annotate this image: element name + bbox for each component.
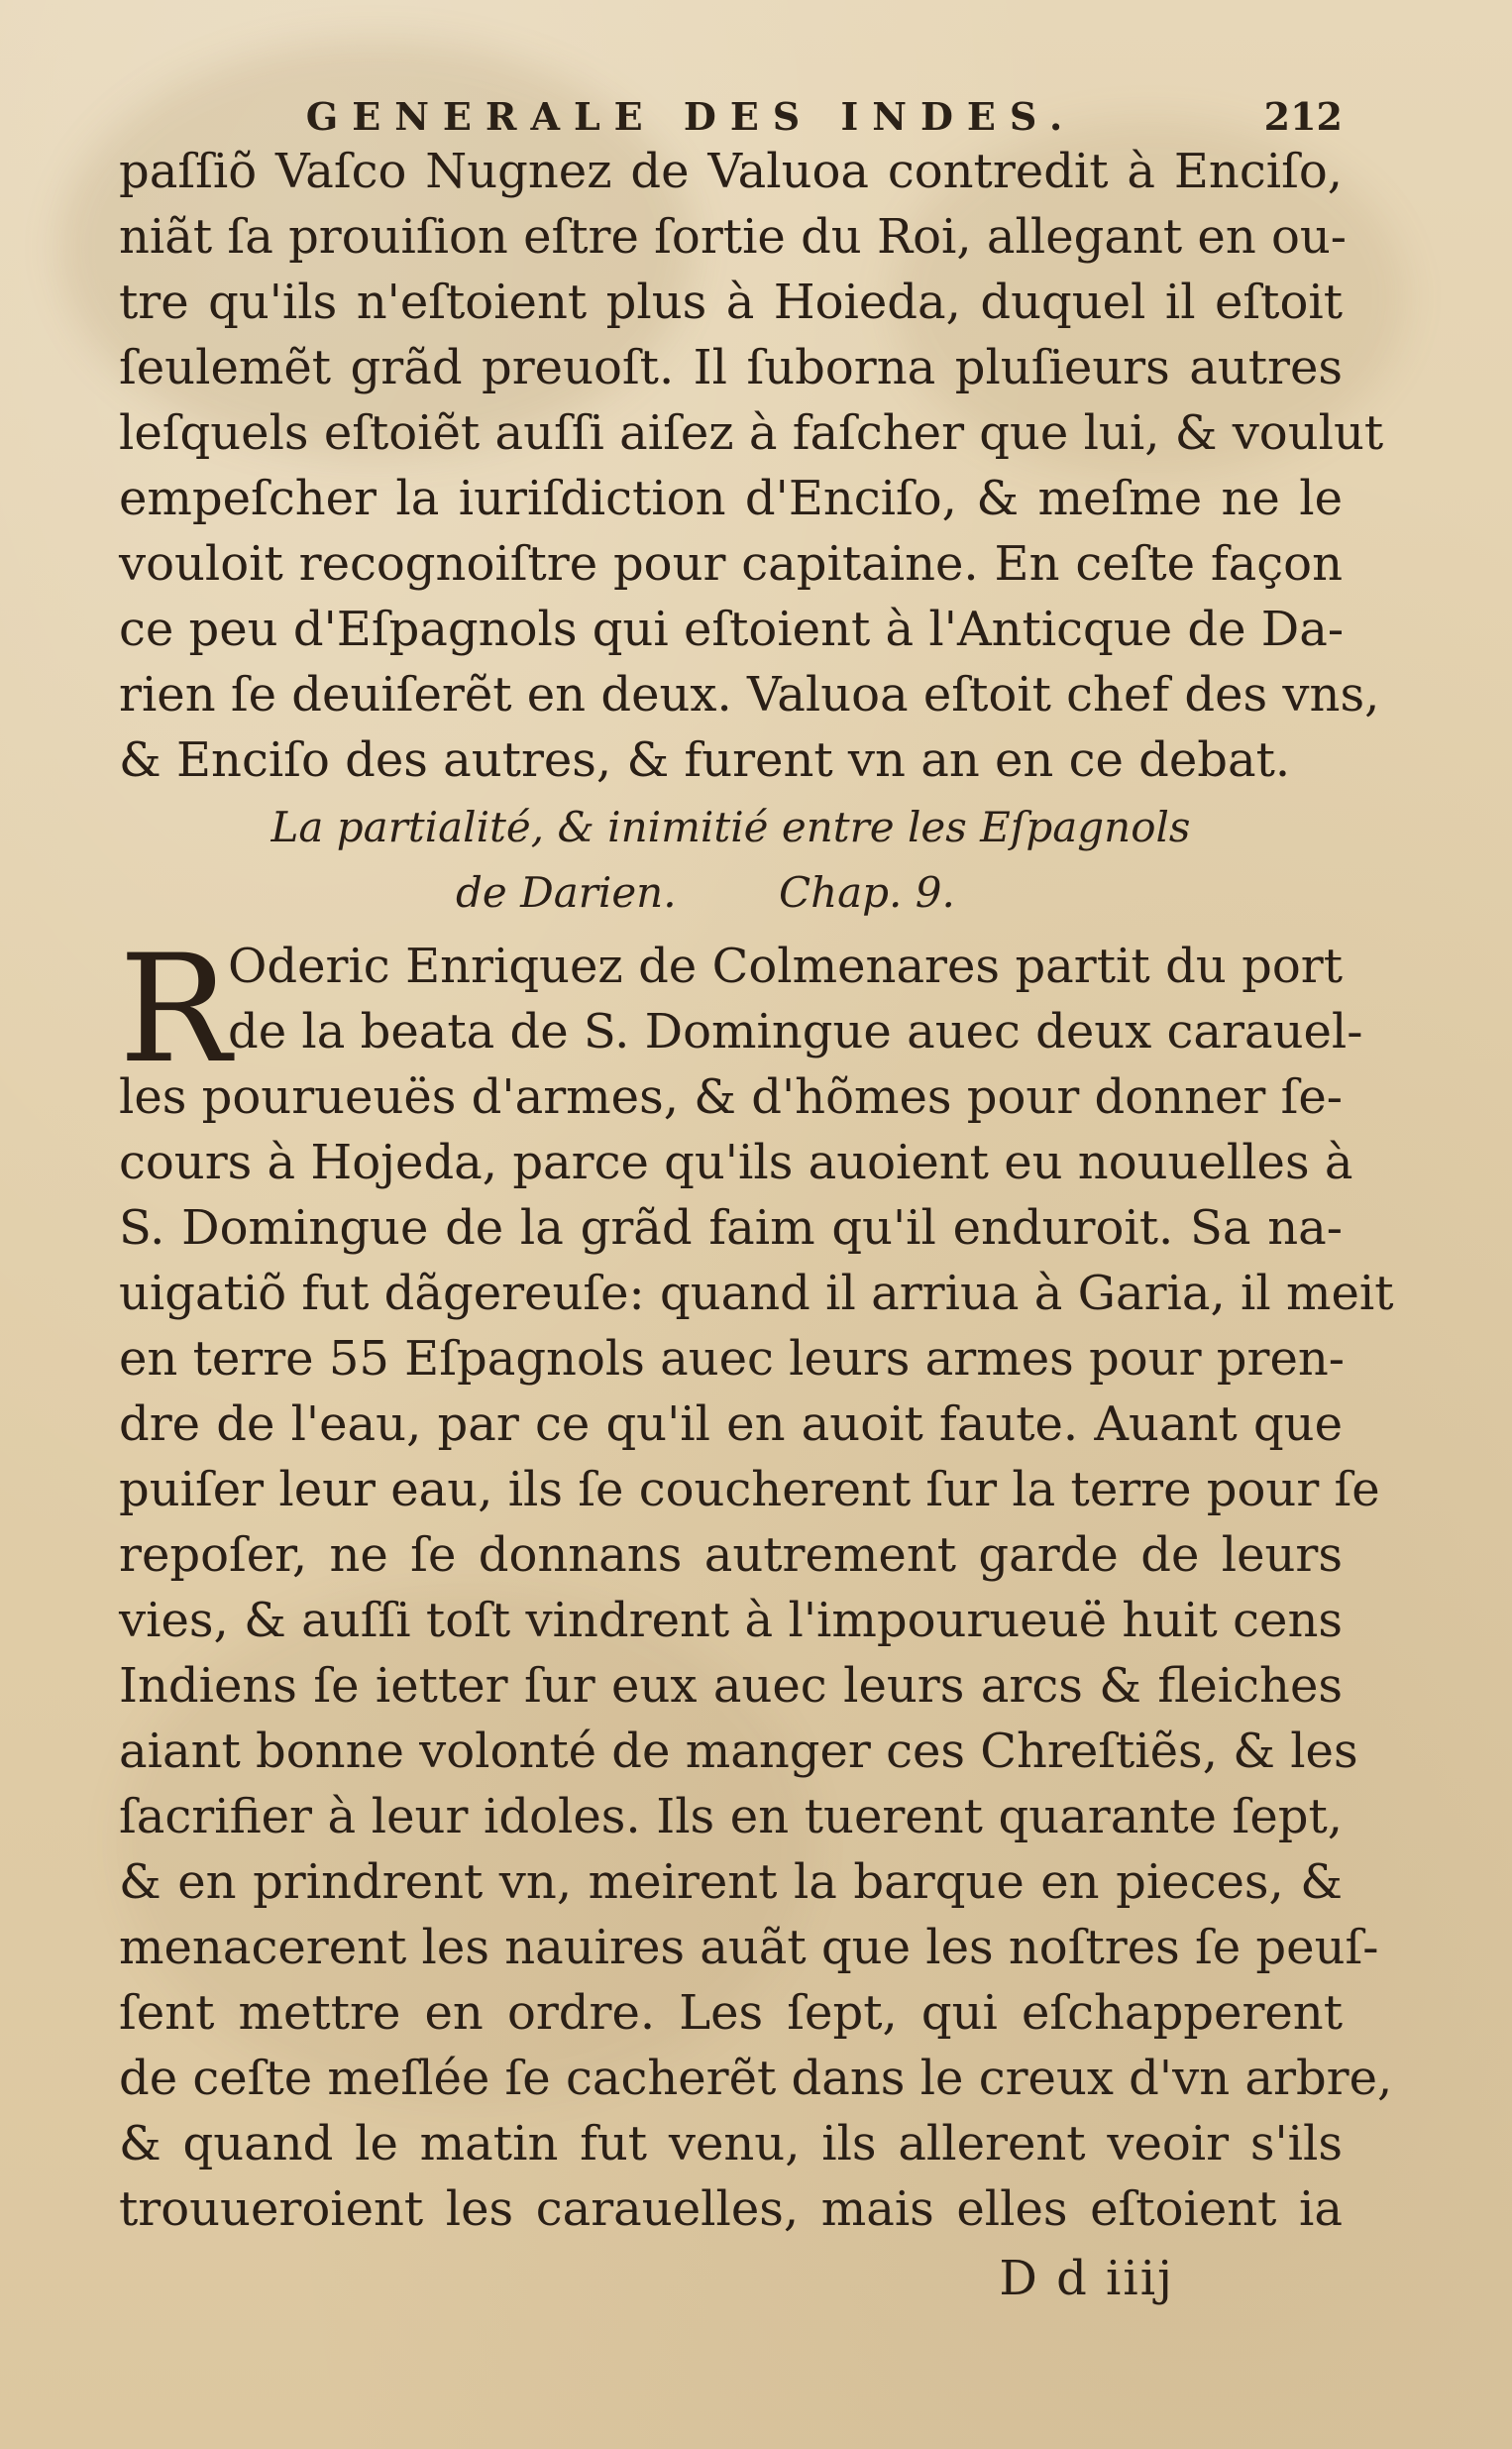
text-line: vies, & auſſi toſt vindrent à l'impourueuë huit cens bbox=[119, 1593, 1343, 1648]
text-line: en terre 55 Eſpagnols auec leurs armes pour pren- bbox=[119, 1331, 1346, 1387]
drop-cap-initial: R bbox=[119, 924, 231, 1096]
text-line: paſſiõ Vaſco Nugnez de Valuoa contredit à Enciſo, bbox=[119, 144, 1343, 199]
text-line: cours à Hojeda, parce qu'ils auoient eu nouuelles à bbox=[119, 1135, 1353, 1190]
page-number: 212 bbox=[1263, 94, 1343, 139]
signature-mark: D d iiij bbox=[999, 2251, 1174, 2306]
text-line: S. Domingue de la grãd faim qu'il enduroit. Sa na- bbox=[119, 1200, 1343, 1256]
main-text-block bbox=[119, 139, 1394, 2306]
text-line: ſent mettre en ordre. Les ſept, qui eſchapperent bbox=[119, 1985, 1343, 2041]
text-line: Oderic Enriquez de Colmenares partit du port bbox=[228, 939, 1343, 994]
text-line: dre de l'eau, par ce qu'il en auoit faute. Auant que bbox=[119, 1396, 1343, 1452]
chapter-title-line-1: La partialité, & inimitié entre les Eſpagnols bbox=[270, 803, 1191, 851]
text-line: repoſer, ne ſe donnans autrement garde de leurs bbox=[119, 1527, 1343, 1583]
text-line: menacerent les nauires auãt que les noſtres ſe peuſ- bbox=[119, 1920, 1379, 1975]
text-line: leſquels eſtoiẽt auſſi aiſez à faſcher que lui, & voulut bbox=[119, 405, 1384, 461]
text-line: vouloit recognoiſtre pour capitaine. En ceſte façon bbox=[119, 536, 1343, 592]
page-header bbox=[119, 48, 1343, 139]
text-line: ce peu d'Eſpagnols qui eſtoient à l'Anticque de Da- bbox=[119, 602, 1345, 657]
text-line: ſacrifier à leur idoles. Ils en tuerent quarante ſept, bbox=[119, 1789, 1343, 1844]
text-line: & Enciſo des autres, & furent vn an en ce debat. bbox=[119, 732, 1291, 788]
text-line: ſeulemẽt grãd preuoſt. Il ſuborna pluſieurs autres bbox=[119, 340, 1343, 395]
text-line: trouueroient les carauelles, mais elles eſtoient ia bbox=[119, 2181, 1343, 2237]
text-line: niãt ſa prouiſion eſtre ſortie du Roi, allegant en ou- bbox=[119, 209, 1348, 265]
text-line: puiſer leur eau, ils ſe coucherent ſur la terre pour ſe bbox=[119, 1462, 1380, 1517]
chapter-title-place: de Darien. bbox=[456, 868, 677, 917]
text-line: les pourueuës d'armes, & d'hõmes pour donner ſe- bbox=[119, 1069, 1343, 1125]
text-line: de la beata de S. Domingue auec deux carauel- bbox=[228, 1004, 1363, 1059]
text-line: & en prindrent vn, meirent la barque en pieces, & bbox=[119, 1854, 1343, 1910]
text-line: uigatiõ fut dãgereuſe: quand il arriua à Garia, il meit bbox=[119, 1266, 1394, 1321]
running-title: GENERALE DES INDES. bbox=[305, 94, 1077, 139]
text-line: empeſcher la iuriſdiction d'Enciſo, & meſme ne le bbox=[119, 471, 1343, 526]
chapter-title-line-2 bbox=[119, 860, 1343, 926]
text-line: tre qu'ils n'eſtoient plus à Hoieda, duquel il eſtoit bbox=[119, 275, 1343, 330]
chapter-number: Chap. 9. bbox=[778, 868, 955, 917]
text-line: rien ſe deuiſerẽt en deux. Valuoa eſtoit chef des vns, bbox=[119, 667, 1380, 723]
text-line: aiant bonne volonté de manger ces Chreſtiẽs, & les bbox=[119, 1724, 1358, 1779]
text-line: Indiens ſe ietter ſur eux auec leurs arcs & fleiches bbox=[119, 1658, 1343, 1714]
chapter-opening bbox=[119, 924, 1363, 1096]
chapter-heading bbox=[119, 795, 1343, 926]
text-line: de ceſte meſlée ſe cacherẽt dans le creux d'vn arbre, bbox=[119, 2051, 1393, 2106]
text-line: & quand le matin fut venu, ils allerent veoir s'ils bbox=[119, 2116, 1343, 2171]
